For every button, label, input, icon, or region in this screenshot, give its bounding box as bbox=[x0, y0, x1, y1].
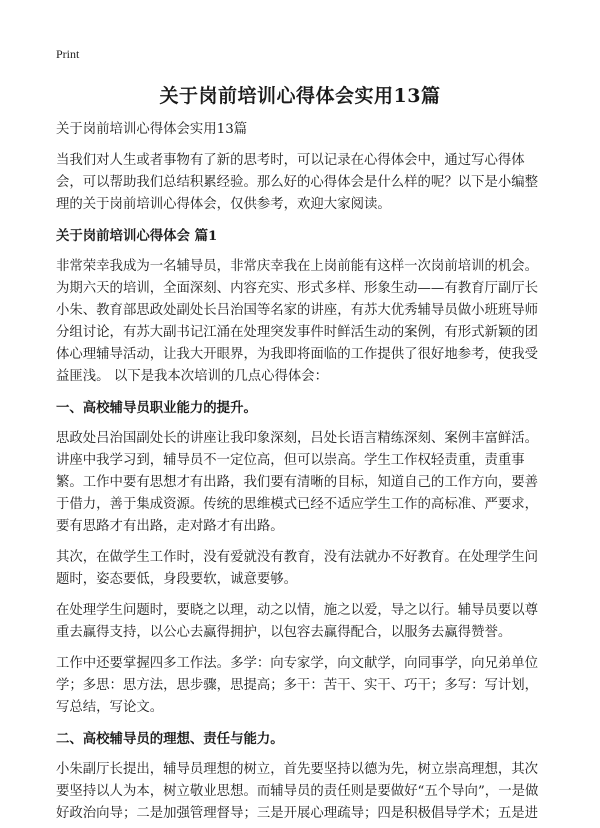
section-2-heading: 二、高校辅导员的理想、责任与能力。 bbox=[56, 731, 284, 747]
print-link[interactable]: Print bbox=[56, 47, 80, 61]
paragraph-6: 小朱副厅长提出，辅导员理想的树立，首先要坚持以德为先，树立崇高理想，其次要坚持以人为本，树立敬业思想。而辅导员的责任则是要做好“五个导向”，一是做好政治向导；二是加强管理督导；三是开展心理疏导；四是积极倡导学术；五是进 bbox=[56, 762, 539, 821]
article-body bbox=[56, 119, 548, 828]
article-subtitle: 关于岗前培训心得体会实用13篇 bbox=[56, 122, 248, 137]
page-title: 关于岗前培训心得体会实用13篇 bbox=[159, 85, 441, 107]
section-1-heading: 一、高校辅导员职业能力的提升。 bbox=[56, 400, 257, 416]
article-heading: 关于岗前培训心得体会 篇1 bbox=[56, 228, 218, 244]
intro-paragraph: 当我们对人生或者事物有了新的思考时，可以记录在心得体会中，通过写心得体会，可以帮助我们总结积累经验。那么好的心得体会是什么样的呢？以下是小编整理的关于岗前培训心得体会，仅供参考，欢迎大家阅读。 bbox=[56, 153, 539, 212]
paragraph-2: 思政处吕治国副处长的讲座让我印象深刻，吕处长语言精练深刻、案例丰富鲜活。讲座中我学习到，辅导员不一定位高，但可以崇高。学生工作权轻责重，责重事繁。工作中要有思想才有出路，我们要有清晰的目标，知道自己的工作方向，要善于借力，善于集成资源。传统的思维模式已经不适应学生工作的高标准、严要求，要有思路才有出路，走对路才有出路。 bbox=[56, 431, 539, 534]
paragraph-4: 在处理学生问题时，要晓之以理，动之以情，施之以爱，导之以行。辅导员要以尊重去赢得支持，以公心去赢得拥护，以包容去赢得配合，以服务去赢得赞誉。 bbox=[56, 603, 539, 640]
paragraph-3: 其次，在做学生工作时，没有爱就没有教育，没有法就办不好教育。在处理学生问题时，姿态要低，身段要软，诚意要够。 bbox=[56, 550, 539, 587]
paragraph-1: 非常荣幸我成为一名辅导员，非常庆幸我在上岗前能有这样一次岗前培训的机会。为期六天的培训，全面深刻、内容充实、形式多样、形象生动——有教育厅副厅长小朱、教育部思政处副处长吕治国等名家的讲座，有苏大优秀辅导员做小班班导师分组讨论，有苏大副书记江涌在处理突发事件时鲜活生动的案例，有形式新颖的团体心理辅导活动，让我大开眼界，为我即将面临的工作提供了很好地参考，使我受益匪浅。 以下是我本次培训的几点心得体会： bbox=[56, 259, 539, 384]
paragraph-5: 工作中还要掌握四多工作法。多学：向专家学，向文献学，向同事学，向兄弟单位学；多思：思方法，思步骤，思提高；多干：苦干、实干、巧干；多写：写计划，写总结，写论文。 bbox=[56, 656, 539, 715]
